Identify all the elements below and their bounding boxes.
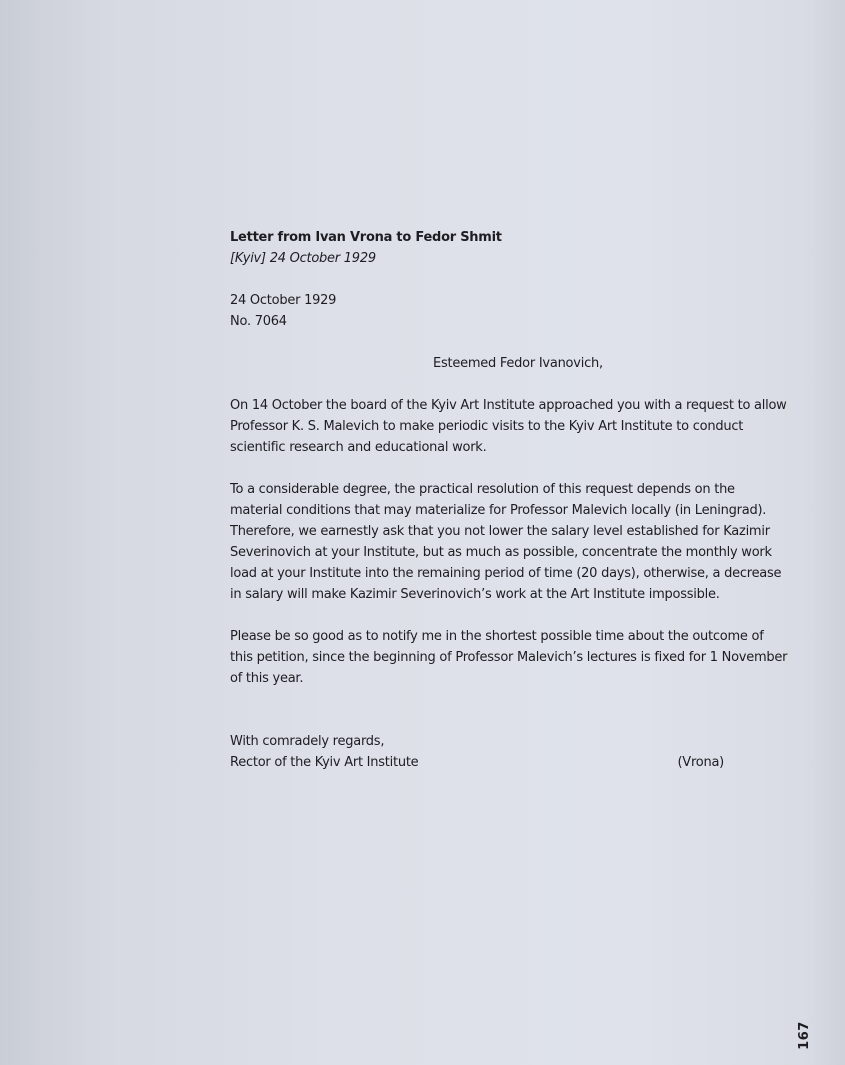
letter-subtitle: [Kyiv] 24 October 1929 bbox=[230, 251, 376, 266]
letter-meta bbox=[230, 290, 790, 332]
letter-paragraph-2: To a considerable degree, the practical resolution of this request depends on the material conditions that may materialize for Professor Malevich locally (in Leningrad). Therefore, we earnestly ask that you not lower the salary level established for Kazimir Severinovich at your Institute, but as much as possible, concentrate the monthly work load at your Institute into the remaining period of time (20 days), otherwise, a decrease in salary will make Kazimir Severinovich’s work at the Art Institute impossible. bbox=[230, 482, 782, 602]
letter-salutation: Esteemed Fedor Ivanovich, bbox=[433, 356, 603, 371]
letter-date: 24 October 1929 bbox=[230, 293, 337, 308]
letter-closing: With comradely regards, bbox=[230, 734, 385, 749]
page-number: 167 bbox=[796, 1021, 812, 1050]
letter-paragraph-1: On 14 October the board of the Kyiv Art Institute approached you with a request to allow Professor K. S. Malevich to make periodic visits to the Kyiv Art Institute to conduct scientific research and educational work. bbox=[230, 398, 787, 455]
letter-body bbox=[230, 227, 790, 773]
letter-number: No. 7064 bbox=[230, 314, 287, 329]
letter-paragraph-3: Please be so good as to notify me in the shortest possible time about the outcome of this petition, since the beginning of Professor Malevich’s lectures is fixed for 1 November of this year. bbox=[230, 629, 788, 686]
signature-title: Rector of the Kyiv Art Institute bbox=[230, 755, 419, 770]
letter-closing-block bbox=[230, 731, 790, 773]
signature-row bbox=[230, 752, 724, 773]
signature-name: (Vrona) bbox=[677, 755, 724, 770]
letter-title: Letter from Ivan Vrona to Fedor Shmit bbox=[230, 230, 502, 245]
